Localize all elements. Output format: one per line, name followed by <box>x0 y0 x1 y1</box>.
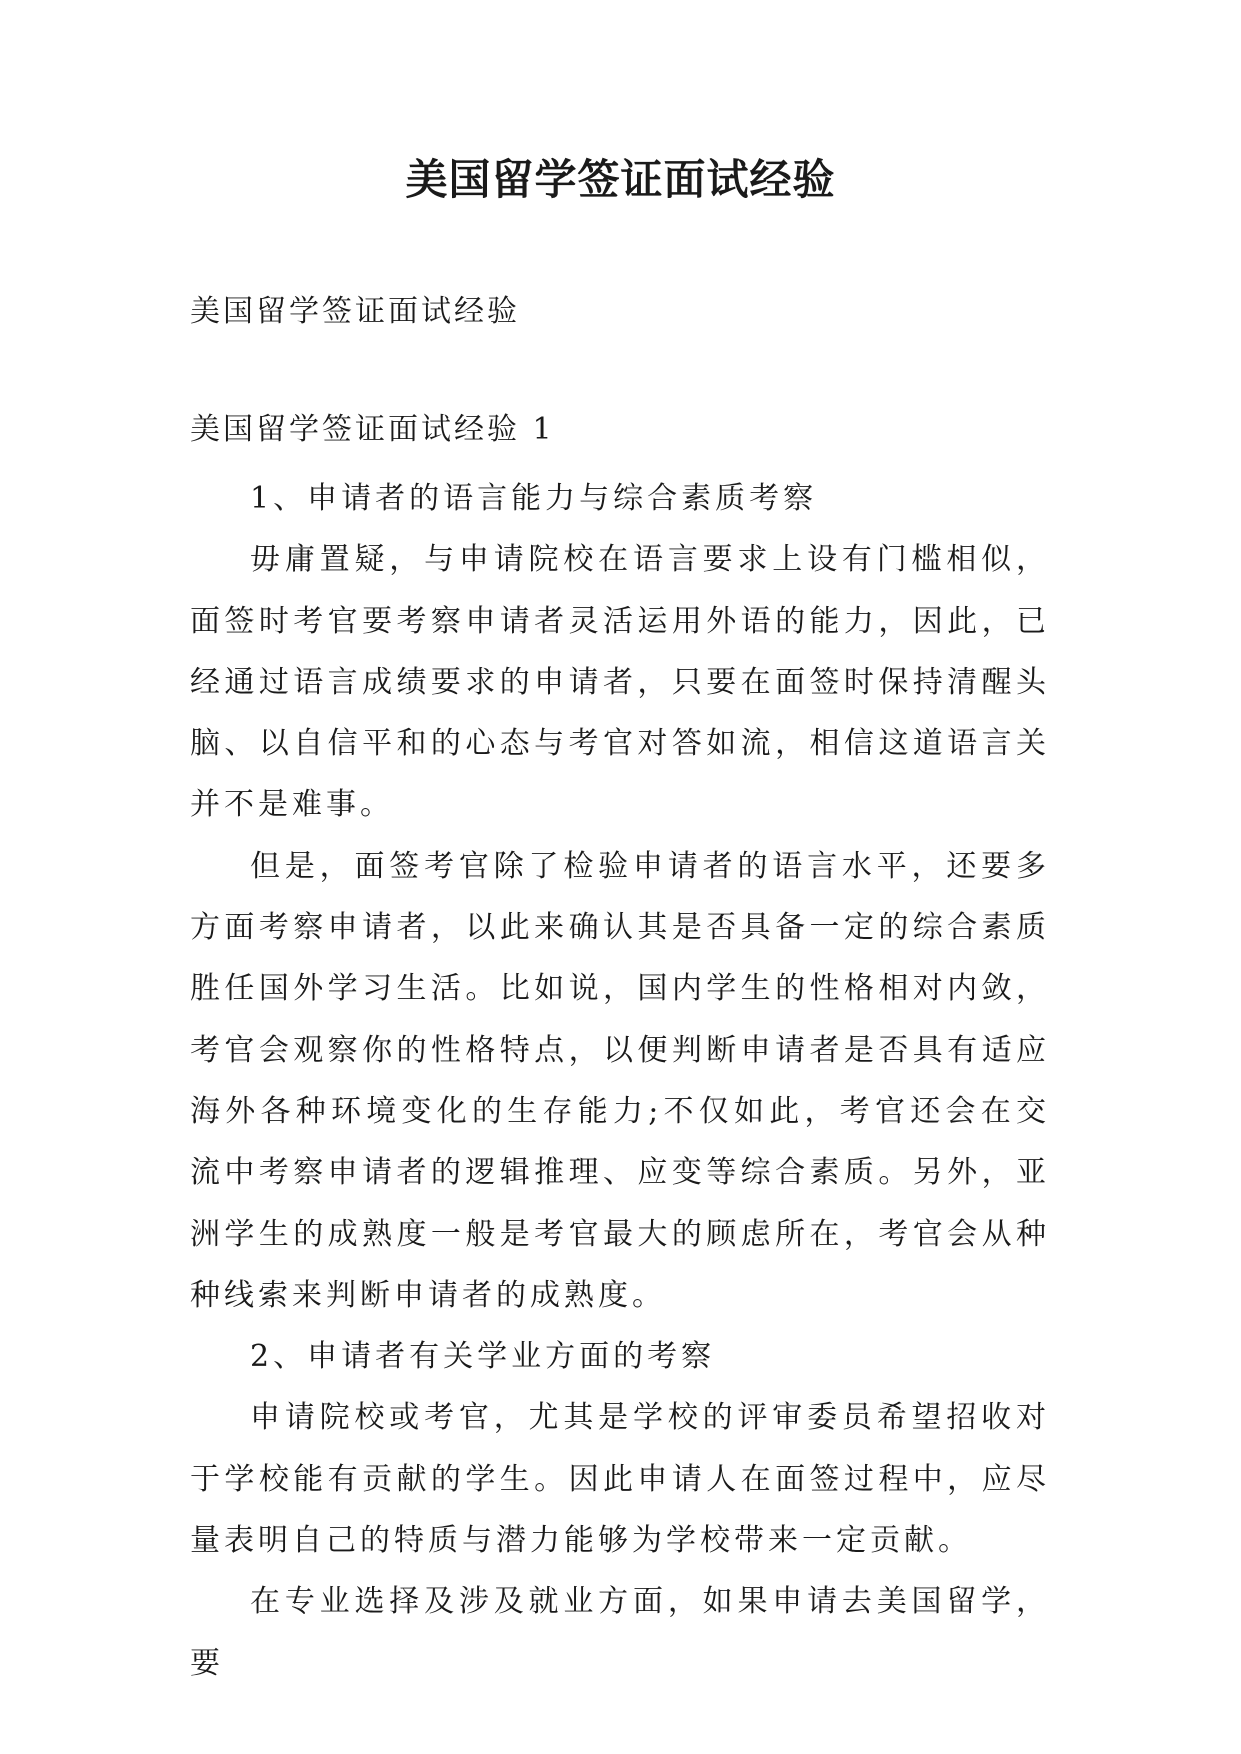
paragraph: 毋庸置疑，与申请院校在语言要求上设有门槛相似，面签时考官要考察申请者灵活运用外语的能力，因此，已经通过语言成绩要求的申请者，只要在面签时保持清醒头脑、以自信平和的心态与考官对答如流，相信这道语言关并不是难事。 <box>190 542 1050 823</box>
document-title: 美国留学签证面试经验 <box>405 155 836 204</box>
paragraph: 但是，面签考官除了检验申请者的语言水平，还要多方面考察申请者，以此来确认其是否具备一定的综合素质胜任国外学习生活。比如说，国内学生的性格相对内敛，考官会观察你的性格特点，以便判断申请者是否具有适应海外各种环境变化的生存能力;不仅如此，考官还会在交流中考察申请者的逻辑推理、应变等综合素质。另外，亚洲学生的成熟度一般是考官最大的顾虑所在，考官会从种种线索来判断申请者的成熟度。 <box>190 848 1050 1313</box>
document-body <box>190 468 1050 1694</box>
paragraph: 申请院校或考官，尤其是学校的评审委员希望招收对于学校能有贡献的学生。因此申请人在面签过程中，应尽量表明自己的特质与潜力能够为学校带来一定贡献。 <box>190 1400 1050 1559</box>
heading-language-ability: 1、申请者的语言能力与综合素质考察 <box>250 481 818 516</box>
section-title: 美国留学签证面试经验 1 <box>190 412 555 447</box>
document-subtitle: 美国留学签证面试经验 <box>190 294 520 329</box>
heading-academic-review: 2、申请者有关学业方面的考察 <box>250 1339 716 1375</box>
paragraph: 在专业选择及涉及就业方面，如果申请去美国留学，要 <box>190 1584 1050 1681</box>
